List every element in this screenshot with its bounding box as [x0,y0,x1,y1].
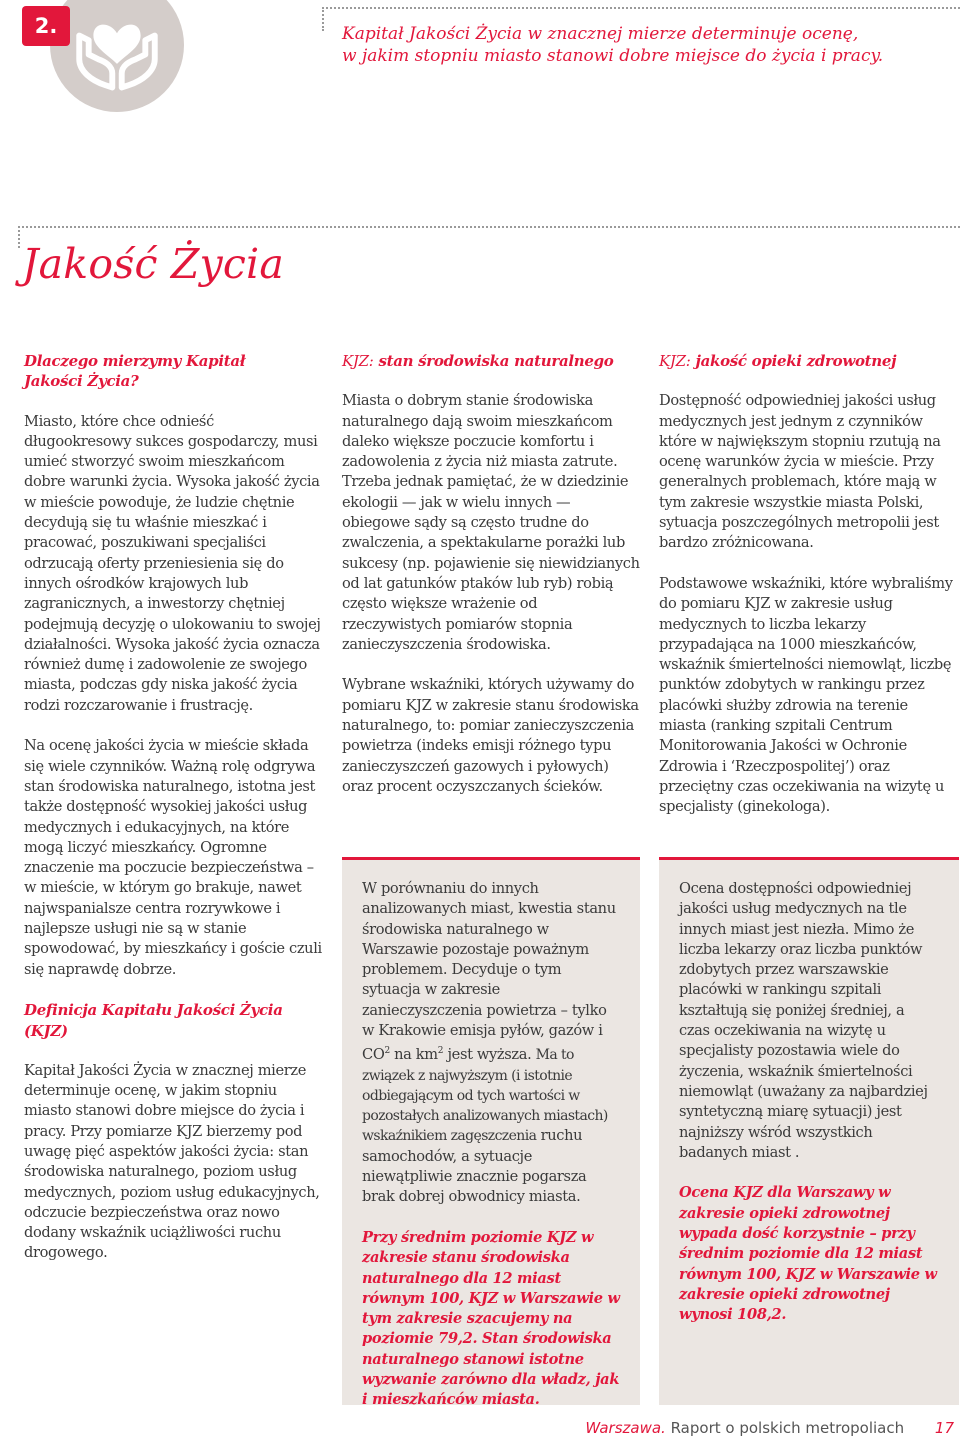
heading-rest: jakość opieki zdrowotnej [695,352,897,370]
heart-hands-icon [58,0,176,104]
callout-healthcare-highlight: Ocena KJZ dla Warszawy w zakresie opieki zdrowotnej wypada dość korzystnie – przy średnim poziomie dla 12 miast równym 100, KJZ w Warszawie w zakresie opieki zdrowotnej wynosi 108,2. [679,1184,937,1324]
header-rule-horizontal [322,7,960,9]
footer-brand: Warszawa. [585,1419,666,1437]
paragraph-healthcare-2: Podstawowe wskaźniki, które wybraliśmy do pomiaru KJZ w zakresie usług medycznych to liczba lekarzy przypadająca na 1000 mieszkańców, wskaźnik śmiertelności niemowląt, liczbę punktów zdobytych w rankingu przez placówki służby zdrowia na terenie miasta (ranking szpitali Centrum Monitorowania Jakości w Ochronie Zdrowia i ‘Rzeczpospolitej’) oraz przeciętny czas oczekiwania na wizytę u specjalisty (ginekologa). [659,574,953,816]
title-rule-vertical [18,226,20,248]
callout-environment-highlight: Przy średnim poziomie KJZ w zakresie stanu środowiska naturalnego dla 12 miast równym 100, KJZ w Warszawie w tym zakresie szacujemy na poziomie 79,2. Stan środowiska naturalnego stanowi istotne wyzwanie zarówno dla władz, jak i mieszkańców miasta. [362,1228,620,1409]
section-heading-definition: Definicja Kapitału Jakości Życia (KJZ) [24,1001,283,1040]
paragraph-factors: Na ocenę jakości życia w mieście składa się wiele czynników. Ważną rolę odgrywa stan środowiska naturalnego, istotna jest także dostępność wysokiej jakości usług medycznych i edukacyjnych, na które mogą liczyć mieszkańcy. Ogromne znaczenie ma poczucie bezpieczeństwa – w mieście, w którym go brakuje, nawet najwspanialsze centra rozrywkowe i najlepsze usługi nie są w stanie spowodować, by mieszkańcy i goście czuli się naprawdę dobrze. [24,737,322,978]
header-tagline [342,23,902,67]
header-rule-vertical [322,7,324,31]
callout-healthcare-warsaw [659,857,959,1405]
callout-environment-warsaw [342,857,640,1409]
section-heading-healthcare [659,351,959,371]
footer-title: Raport o polskich metropoliach [670,1419,905,1437]
callout-environment-text: W porównaniu do innych analizowanych miast, kwestia stanu środowiska naturalnego w Warszawie pozostaje poważnym problemem. Decyduje o tym sytuacja w zakresie zanieczyszczenia powietrza – tylko w Krakowie emisja pyłów, gazów i $CO^2$ na $km^2$ jest wyższa. Ma to związek z najwyższym (i istotnie odbiegającym od tych wartości w pozostałych analizowanych miastach) wskaźnikiem zagęszczenia ruchu samochodów, a sytuacje niewątpliwie znacznie pogarsza brak dobrej obwodnicy miasta. [362,880,616,1206]
paragraph-definition: Kapitał Jakości Życia w znacznej mierze determinuje ocenę, w jakim stopniu miasto stanowi dobre miejsce do życia i pracy. Przy pomiarze KJZ bierzemy pod uwagę pięć aspektów jakości życia: stan środowiska naturalnego, poziom usług medycznych, poziom usług edukacyjnych, odczucie bezpieczeństwa oraz nowo dodany wskaźnik uciążliwości ruchu drogowego. [24,1061,320,1262]
heading-prefix: KJZ: [342,352,374,370]
paragraph-healthcare-1: Dostępność odpowiedniej jakości usług medycznych jest jednym z czynników które w największym stopniu rzutują na ocenę warunków życia w mieście. Przy generalnych problemach, które mają w tym zakresie wszystkie miasta Polski, sytuacja poszczególnych metropolii jest bardzo zróżnicowana. [659,392,941,552]
tagline-line-2: w jakim stopniu miasto stanowi dobre miejsce do życia i pracy. [342,46,884,67]
paragraph-environment-2: Wybrane wskaźniki, których używamy do pomiaru KJZ w zakresie stanu środowiska naturalnego, to: pomiar zanieczyszczenia powietrza (indeks emisji różnego typu zanieczyszczeń gazowych i pyłowych) oraz procent oczyszczanych ścieków. [342,676,639,795]
heading-prefix: KJZ: [659,352,691,370]
column-healthcare [659,351,959,838]
tagline-line-1: Kapitał Jakości Życia w znacznej mierze determinuje ocenę, [342,24,859,44]
title-rule-horizontal [18,226,960,228]
section-heading-environment [342,351,640,371]
page-number: 17 [934,1419,954,1437]
column-environment [342,351,640,818]
section-heading-why: Dlaczego mierzymy Kapitał Jakości Życia? [24,352,246,391]
page-footer [585,1419,954,1437]
paragraph-intro: Miasto, które chce odnieść długookresowy sukces gospodarczy, musi umieć stworzyć swoim mieszkańcom dobre warunki życia. Wysoka jakość życia w mieście powoduje, że ludzie chętnie decydują się tu właśnie mieszkać i pracować, poszukiwani specjaliści odrzucają oferty przeniesienia się do innych ośrodków krajowych lub zagranicznych, a inwestorzy chętniej podejmują decyzję o ulokowaniu to swojej działalności. Wysoka jakość życia oznacza również dumę i zadowolenie ze swojego miasta, podczas gdy niska jakość życia rodzi rozczarowanie i frustrację. [24,412,321,714]
heading-rest: stan środowiska naturalnego [378,352,614,370]
column-why-measure [24,351,324,1284]
chapter-number: 2. [22,6,70,46]
page-title: Jakość Życia [22,240,285,288]
callout-healthcare-text: Ocena dostępności odpowiedniej jakości usług medycznych na tle innych miast jest niezła. Mimo że liczba lekarzy oraz liczba punktów zdobytych przez warszawskie placówki w rankingu szpitali kształtują się poniżej średniej, a czas oczekiwania na wizytę u specjalisty pozostawia wiele do życzenia, wskaźnik śmiertelności niemowląt (uważany za najbardziej syntetyczną miarę sytuacji) jest najniższy wśród wszystkich badanych miast . [679,880,928,1161]
paragraph-environment-1: Miasta o dobrym stanie środowiska naturalnego dają swoim mieszkańcom daleko większe poczucie komfortu i zadowolenia z życia niż miasta zatrute. Trzeba jednak pamiętać, że w dziedzinie ekologii — jak w wielu innych — obiegowe sądy są często trudne do zwalczenia, a spektakularne porażki lub sukcesy (np. pojawienie się niewidzianych od lat gatunków ptaków lub ryb) robią często większe wrażenie od rzeczywistych pomiarów stopnia zanieczyszczenia środowiska. [342,392,640,653]
